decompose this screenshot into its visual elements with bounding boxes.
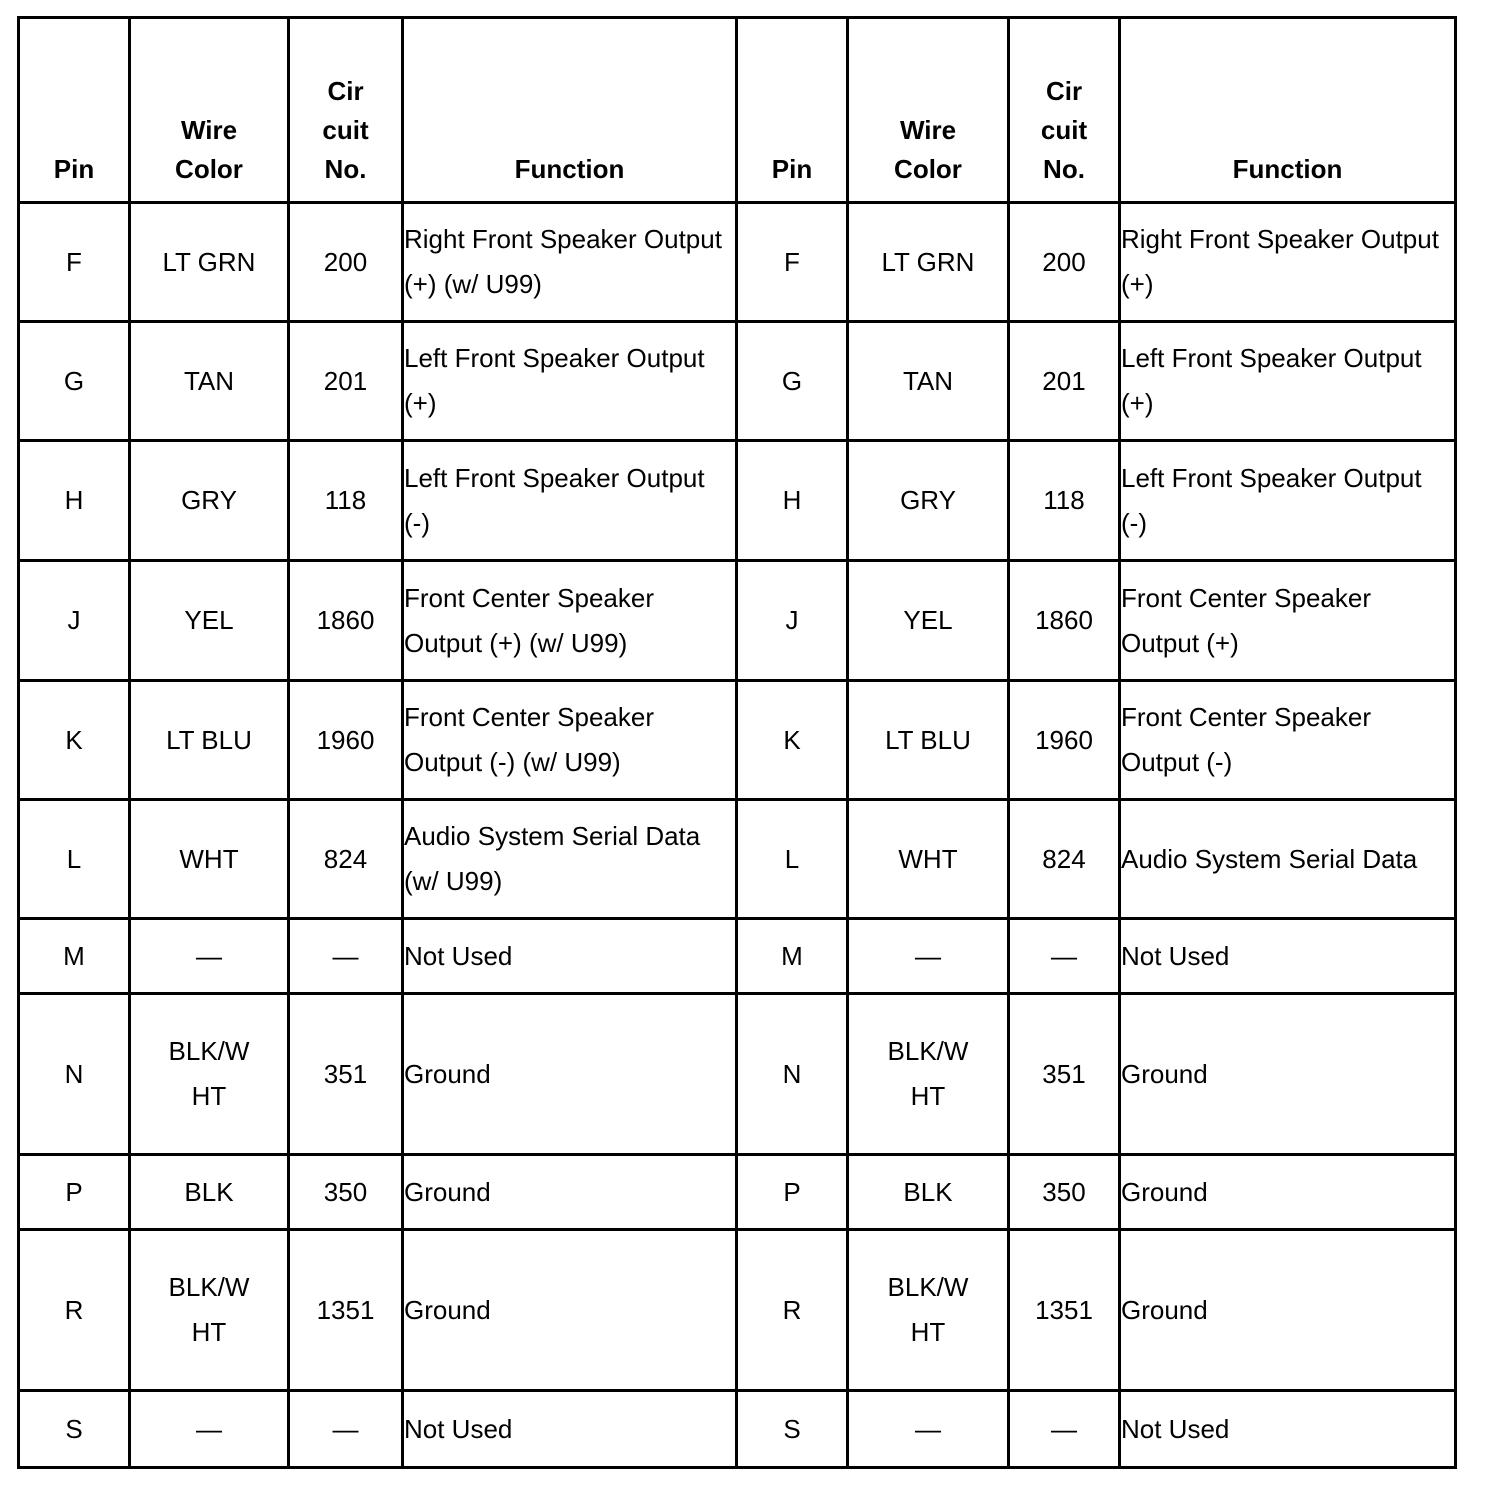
pin-cell: R	[737, 1230, 848, 1391]
function-cell: Left Front Speaker Output (-)	[403, 441, 737, 561]
circuit-no-cell: 824	[289, 800, 403, 919]
function-cell: Front Center Speaker Output (+)	[1120, 561, 1456, 681]
pin-cell: J	[19, 561, 130, 681]
circuit-no-cell: —	[1009, 919, 1120, 994]
wire-color-cell: LT BLU	[130, 681, 289, 800]
pin-cell: N	[737, 994, 848, 1155]
wire-color-cell: LT GRN	[848, 203, 1009, 322]
function-cell: Ground	[403, 1155, 737, 1230]
header-pin: Pin	[737, 18, 848, 203]
function-cell: Ground	[1120, 1155, 1456, 1230]
circuit-no-cell: 200	[289, 203, 403, 322]
wire-color-cell: LT BLU	[848, 681, 1009, 800]
pin-cell: L	[737, 800, 848, 919]
pin-cell: L	[19, 800, 130, 919]
wire-color-cell: —	[130, 919, 289, 994]
circuit-no-cell: 200	[1009, 203, 1120, 322]
wire-color-cell: WHT	[848, 800, 1009, 919]
header-function: Function	[403, 18, 737, 203]
circuit-no-cell: —	[289, 919, 403, 994]
wire-color-cell: —	[848, 919, 1009, 994]
wire-color-cell: YEL	[130, 561, 289, 681]
wire-color-cell: —	[848, 1391, 1009, 1468]
table-row	[19, 322, 1456, 441]
pin-cell: H	[737, 441, 848, 561]
function-cell: Ground	[403, 1230, 737, 1391]
table-row	[19, 800, 1456, 919]
pin-cell: P	[19, 1155, 130, 1230]
table-row	[19, 441, 1456, 561]
circuit-no-cell: 350	[289, 1155, 403, 1230]
wire-color-cell: BLK/W HT	[130, 994, 289, 1155]
wire-color-cell: BLK	[130, 1155, 289, 1230]
wire-color-cell: WHT	[130, 800, 289, 919]
circuit-no-cell: 118	[289, 441, 403, 561]
header-function: Function	[1120, 18, 1456, 203]
table-row	[19, 203, 1456, 322]
function-cell: Right Front Speaker Output (+)	[1120, 203, 1456, 322]
wire-color-cell: GRY	[130, 441, 289, 561]
circuit-no-cell: 351	[1009, 994, 1120, 1155]
wire-color-cell: BLK/W HT	[848, 994, 1009, 1155]
pin-cell: S	[19, 1391, 130, 1468]
function-cell: Not Used	[403, 919, 737, 994]
function-cell: Left Front Speaker Output (-)	[1120, 441, 1456, 561]
wire-color-cell: TAN	[130, 322, 289, 441]
pin-cell: N	[19, 994, 130, 1155]
pin-cell: P	[737, 1155, 848, 1230]
wire-color-cell: BLK	[848, 1155, 1009, 1230]
pin-cell: K	[737, 681, 848, 800]
circuit-no-cell: 350	[1009, 1155, 1120, 1230]
table-row	[19, 919, 1456, 994]
function-cell: Right Front Speaker Output (+) (w/ U99)	[403, 203, 737, 322]
circuit-no-cell: 1860	[1009, 561, 1120, 681]
wire-color-cell: LT GRN	[130, 203, 289, 322]
pin-cell: K	[19, 681, 130, 800]
pin-cell: R	[19, 1230, 130, 1391]
wire-color-cell: YEL	[848, 561, 1009, 681]
table-row	[19, 1391, 1456, 1468]
function-cell: Front Center Speaker Output (-) (w/ U99)	[403, 681, 737, 800]
function-cell: Audio System Serial Data (w/ U99)	[403, 800, 737, 919]
pin-cell: S	[737, 1391, 848, 1468]
table-row	[19, 681, 1456, 800]
circuit-no-cell: 1860	[289, 561, 403, 681]
circuit-no-cell: 1351	[289, 1230, 403, 1391]
table-row	[19, 561, 1456, 681]
function-cell: Ground	[1120, 1230, 1456, 1391]
function-cell: Front Center Speaker Output (-)	[1120, 681, 1456, 800]
header-circuit-no: Cir cuit No.	[1009, 18, 1120, 203]
circuit-no-cell: —	[1009, 1391, 1120, 1468]
table-row	[19, 994, 1456, 1155]
function-cell: Front Center Speaker Output (+) (w/ U99)	[403, 561, 737, 681]
header-row	[19, 18, 1456, 203]
wire-color-cell: —	[130, 1391, 289, 1468]
wire-color-cell: TAN	[848, 322, 1009, 441]
wire-color-cell: BLK/W HT	[848, 1230, 1009, 1391]
table-row	[19, 1155, 1456, 1230]
function-cell: Left Front Speaker Output (+)	[403, 322, 737, 441]
pin-cell: G	[19, 322, 130, 441]
circuit-no-cell: 824	[1009, 800, 1120, 919]
function-cell: Audio System Serial Data	[1120, 800, 1456, 919]
connector-pinout-table	[17, 16, 1457, 1469]
function-cell: Left Front Speaker Output (+)	[1120, 322, 1456, 441]
pin-cell: M	[737, 919, 848, 994]
pin-cell: J	[737, 561, 848, 681]
wire-color-cell: BLK/W HT	[130, 1230, 289, 1391]
pin-cell: G	[737, 322, 848, 441]
table-row	[19, 1230, 1456, 1391]
circuit-no-cell: 1960	[1009, 681, 1120, 800]
function-cell: Not Used	[1120, 1391, 1456, 1468]
header-wire-color: Wire Color	[848, 18, 1009, 203]
circuit-no-cell: 118	[1009, 441, 1120, 561]
circuit-no-cell: 201	[1009, 322, 1120, 441]
pin-cell: F	[19, 203, 130, 322]
circuit-no-cell: 351	[289, 994, 403, 1155]
function-cell: Not Used	[1120, 919, 1456, 994]
circuit-no-cell: 201	[289, 322, 403, 441]
circuit-no-cell: 1351	[1009, 1230, 1120, 1391]
pin-cell: M	[19, 919, 130, 994]
wire-color-cell: GRY	[848, 441, 1009, 561]
header-circuit-no: Cir cuit No.	[289, 18, 403, 203]
circuit-no-cell: —	[289, 1391, 403, 1468]
circuit-no-cell: 1960	[289, 681, 403, 800]
function-cell: Ground	[1120, 994, 1456, 1155]
pin-cell: F	[737, 203, 848, 322]
header-pin: Pin	[19, 18, 130, 203]
function-cell: Ground	[403, 994, 737, 1155]
header-wire-color: Wire Color	[130, 18, 289, 203]
function-cell: Not Used	[403, 1391, 737, 1468]
pin-cell: H	[19, 441, 130, 561]
